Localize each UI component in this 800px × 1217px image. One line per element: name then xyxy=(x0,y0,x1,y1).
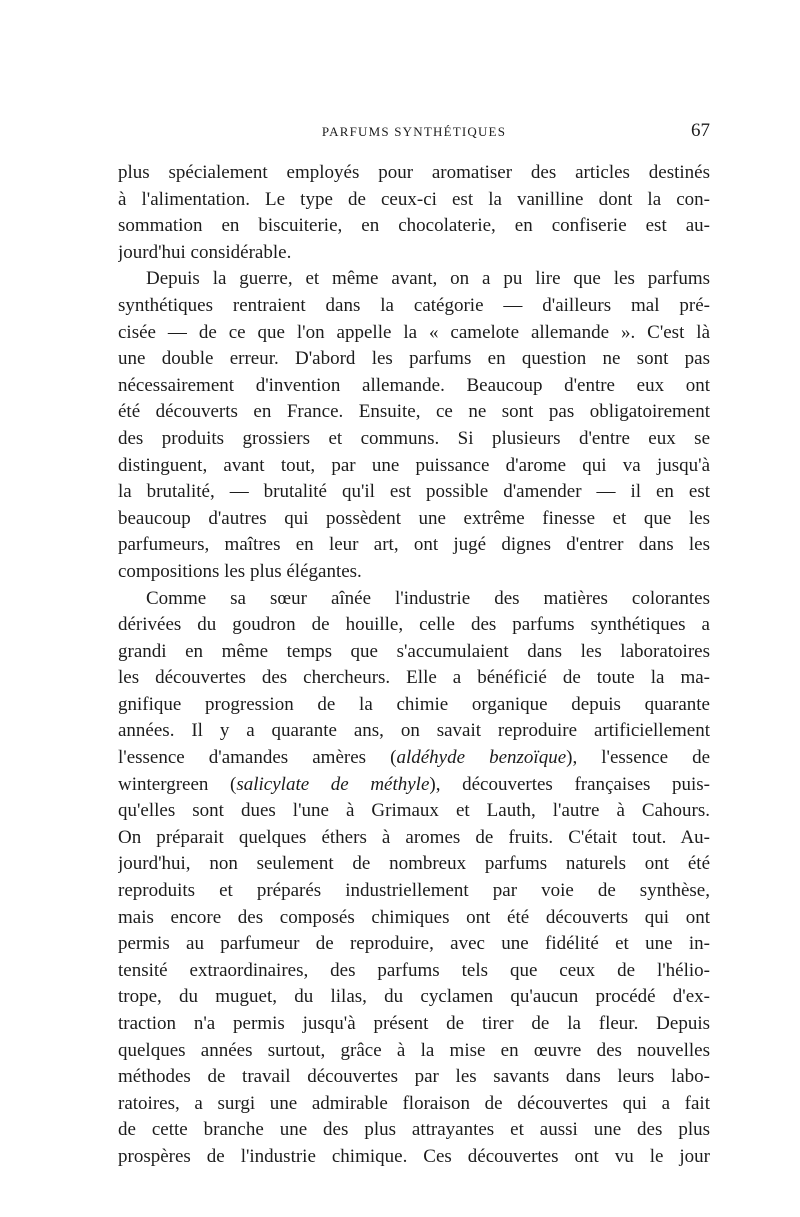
text-line: à l'alimentation. Le type de ceux-ci est la vanilline dont la con- xyxy=(118,188,710,210)
text-line: qu'elles sont dues l'une à Grimaux et Lauth, l'autre à Cahours. xyxy=(118,800,710,822)
body-text xyxy=(118,160,710,1171)
text-line: la brutalité, — brutalité qu'il est possible d'amender — il en est xyxy=(118,481,710,503)
text-line: de cette branche une des plus attrayantes et aussi une des plus xyxy=(118,1119,710,1141)
text-line: nécessairement d'invention allemande. Beaucoup d'entre eux ont xyxy=(118,374,710,396)
text-line: années. Il y a quarante ans, on savait reproduire artificiellement xyxy=(118,720,710,742)
text-line: Comme sa sœur aînée l'industrie des matières colorantes xyxy=(146,587,710,609)
text-line: mais encore des composés chimiques ont été découverts qui ont xyxy=(118,906,710,928)
text-line: parfumeurs, maîtres en leur art, ont jugé dignes d'entrer dans les xyxy=(118,534,710,556)
text-line: quelques années surtout, grâce à la mise en œuvre des nouvelles xyxy=(118,1039,710,1061)
text-line: ratoires, a surgi une admirable floraison de découvertes qui a fait xyxy=(118,1092,710,1114)
text-line: trope, du muguet, du lilas, du cyclamen qu'aucun procédé d'ex- xyxy=(118,986,710,1008)
running-header xyxy=(118,120,710,144)
text-line: méthodes de travail découvertes par les savants dans leurs labo- xyxy=(118,1066,710,1088)
page-number: 67 xyxy=(691,120,710,141)
text-line: compositions les plus élégantes. xyxy=(118,560,362,582)
text-line: permis au parfumeur de reproduire, avec une fidélité et une in- xyxy=(118,933,710,955)
text-line: les découvertes des chercheurs. Elle a bénéficié de toute la ma- xyxy=(118,667,710,689)
text-line: grandi en même temps que s'accumulaient dans les laboratoires xyxy=(118,640,710,662)
text-line: jourd'hui considérable. xyxy=(118,241,292,263)
text-line: dérivées du goudron de houille, celle des parfums synthétiques a xyxy=(118,614,710,636)
text-line: des produits grossiers et communs. Si plusieurs d'entre eux se xyxy=(118,427,710,449)
text-line: On préparait quelques éthers à aromes de fruits. C'était tout. Au- xyxy=(118,826,710,848)
text-line: l'essence d'amandes amères (aldéhyde benzoïque), l'essence de xyxy=(118,747,710,769)
text-line: tensité extraordinaires, des parfums tels que ceux de l'hélio- xyxy=(118,959,710,981)
text-line: été découverts en France. Ensuite, ce ne sont pas obligatoirement xyxy=(118,401,710,423)
italic-term: aldéhyde benzoïque xyxy=(396,747,567,769)
text-line: sommation en biscuiterie, en chocolaterie, en confiserie est au- xyxy=(118,215,710,237)
text-line: synthétiques rentraient dans la catégorie — d'ailleurs mal pré- xyxy=(118,294,710,316)
italic-term: salicylate de méthyle xyxy=(236,773,430,795)
text-line: beaucoup d'autres qui possèdent une extrême finesse et que les xyxy=(118,507,710,529)
text-line: plus spécialement employés pour aromatiser des articles destinés xyxy=(118,162,710,183)
text-line: wintergreen (salicylate de méthyle), découvertes françaises puis- xyxy=(118,773,710,795)
text-line: jourd'hui, non seulement de nombreux parfums naturels ont été xyxy=(118,853,710,875)
text-line: gnifique progression de la chimie organique depuis quarante xyxy=(118,693,710,715)
text-line: reproduits et préparés industriellement par voie de synthèse, xyxy=(118,880,710,902)
text-line: traction n'a permis jusqu'à présent de tirer de la fleur. Depuis xyxy=(118,1013,710,1034)
running-title: PARFUMS SYNTHÉTIQUES xyxy=(321,124,507,139)
text-line: prospères de l'industrie chimique. Ces découvertes ont vu le jour xyxy=(118,1145,710,1167)
text-line: Depuis la guerre, et même avant, on a pu lire que les parfums xyxy=(146,268,710,290)
text-line: une double erreur. D'abord les parfums en question ne sont pas xyxy=(118,348,710,370)
text-line: cisée — de ce que l'on appelle la « camelote allemande ». C'est là xyxy=(118,321,710,343)
text-line: distinguent, avant tout, par une puissance d'arome qui va jusqu'à xyxy=(118,454,710,476)
